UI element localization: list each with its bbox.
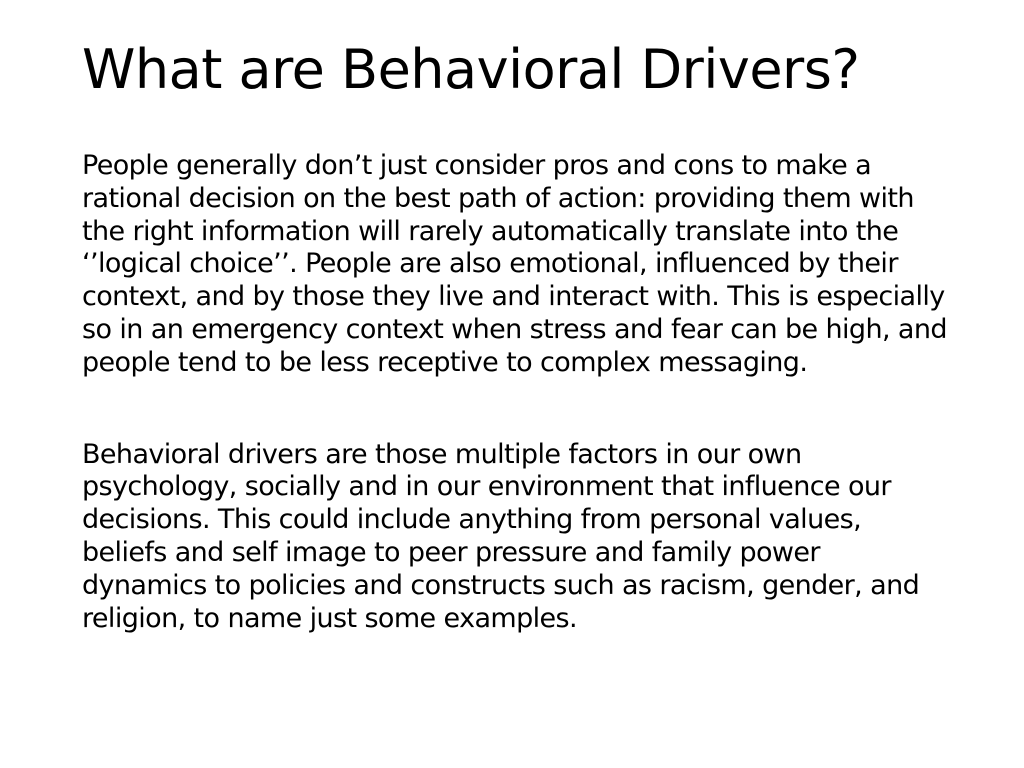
slide-body <box>82 150 952 635</box>
paragraph-what-drives-decisions: People generally don’t just consider pros and cons to make a rational decision on the best path of action: providing them with the right information will rarely automatically translate into the ‘’logical choice’’. People are also emotional, influenced by their context, and by those they live and interact with. This is especially so in an emergency context when stress and fear can be high, and people tend to be less receptive to complex messaging. <box>82 150 947 378</box>
paragraph-behavioral-drivers-definition: Behavioral drivers are those multiple factors in our own psychology, socially and in our environment that influence our decisions. This could include anything from personal values, beliefs and self image to peer pressure and family power dynamics to policies and constructs such as racism, gender, and religion, to name just some examples. <box>82 438 920 634</box>
slide-title: What are Behavioral Drivers? <box>82 38 860 101</box>
